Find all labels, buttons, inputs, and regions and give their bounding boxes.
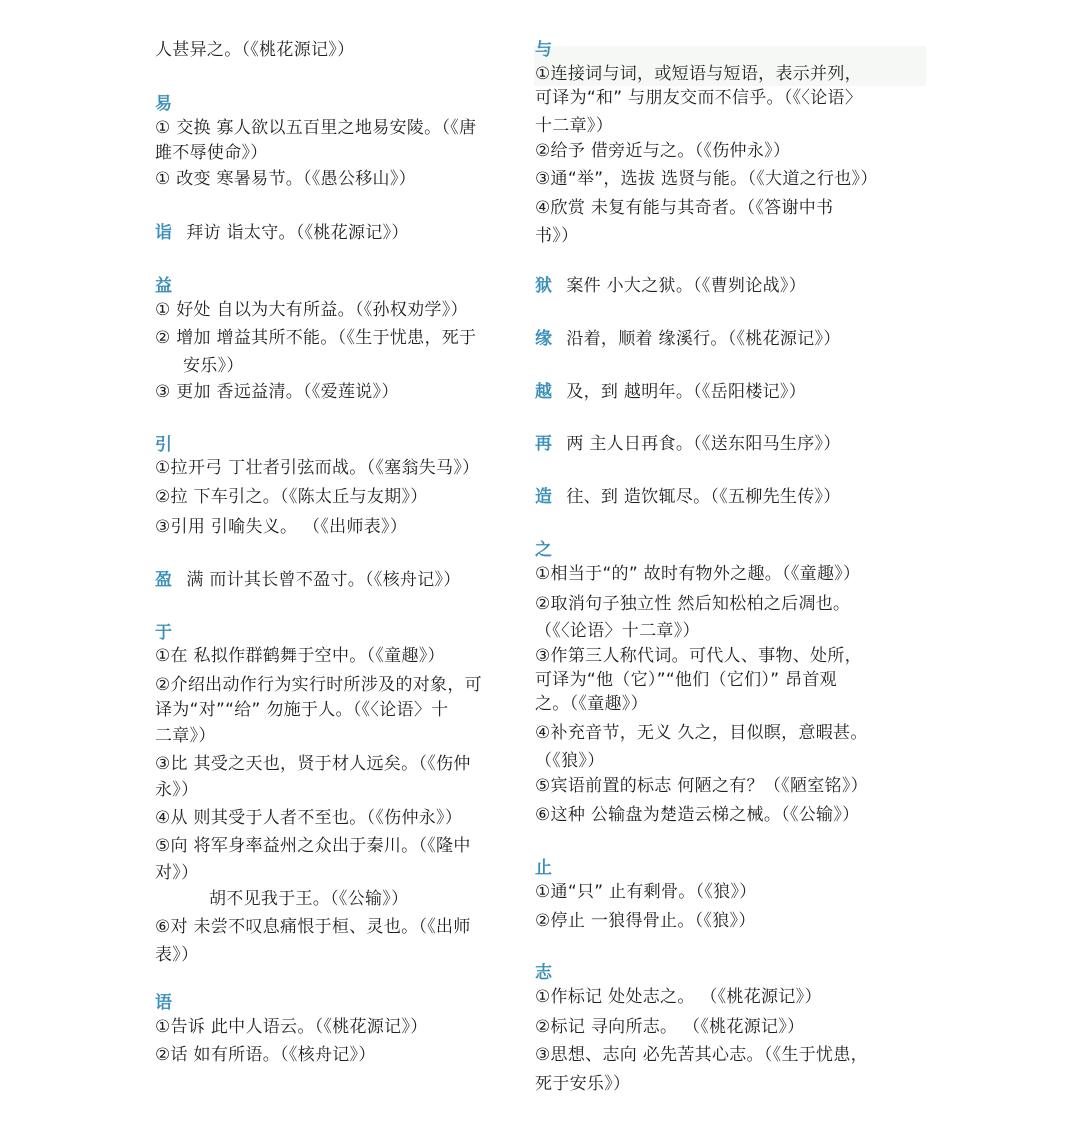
definition-line: ②取消句子独立性 然后知松柏之后凋也。: [535, 594, 851, 614]
definition-line: ④从 则其受于人者不至也。（《伤仲永》）: [155, 808, 463, 828]
definition-line: ①通“只” 止有剩骨。（《狼》）: [535, 882, 757, 902]
definition-line: 十二章》）: [535, 116, 613, 136]
definition-line: ②拉 下车引之。（《陈太丘与友期》）: [155, 487, 428, 507]
definition-line: [155, 568, 461, 592]
definition-line: ①在 私拟作群鹤舞于空中。（《童趣》）: [155, 646, 445, 666]
definition-line: ②介绍出动作行为实行时所涉及的对象，可: [155, 675, 482, 695]
definition-line: ③通“举”，选拔 选贤与能。（《大道之行也》）: [535, 169, 878, 189]
definition-line: [535, 274, 806, 298]
entry-headword: 语: [155, 993, 173, 1013]
definition-text: 往、到 造饮辄尽。（《五柳先生传》）: [566, 487, 841, 507]
definition-line: ③思想、志向 必先苦其心志。（《生于忧患，: [535, 1045, 868, 1065]
definition-line: ⑤向 将军身率益州之众出于秦川。（《隆中: [155, 836, 471, 856]
definition-line: ①相当于“的” 故时有物外之趣。（《童趣》）: [535, 564, 861, 584]
definition-line: ③作第三人称代词。可代人、事物、处所，: [535, 646, 862, 666]
definition-line: 之。（《童趣》）: [535, 694, 648, 714]
definition-line: 可译为“他（它）”“他们（它们）” 昂首观: [535, 670, 837, 690]
definition-line: 二章》）: [155, 726, 216, 746]
definition-line: （《狼》）: [535, 751, 605, 771]
definition-line: ②标记 寻向所志。 （《桃花源记》）: [535, 1017, 805, 1037]
definition-line: 对》）: [155, 863, 199, 883]
entry-headword: 越: [535, 382, 553, 402]
definition-line: 表》）: [155, 945, 199, 965]
definition-line: ① 改变 寒暑易节。（《愚公移山》）: [155, 169, 416, 189]
definition-line: 雎不辱使命》）: [155, 143, 268, 163]
entry-headword: 之: [535, 540, 553, 560]
definition-line: ④欣赏 未复有能与其奇者。（《答谢中书: [535, 198, 834, 218]
entry-headword: 止: [535, 858, 553, 878]
definition-line: ② 增加 增益其所不能。（《生于忧患，死于: [155, 328, 477, 348]
definition-line: （《〈论语〉十二章》）: [535, 621, 700, 641]
definition-line: ②停止 一狼得骨止。（《狼》）: [535, 911, 756, 931]
definition-line: ③比 其受之天也，贤于材人远矣。（《伤仲: [155, 754, 471, 774]
entry-headword: 引: [155, 435, 173, 455]
definition-line: ①拉开弓 丁壮者引弦而战。（《塞翁失马》）: [155, 458, 480, 478]
entry-headword: 再: [535, 434, 553, 454]
definition-line: ②话 如有所语。（《核舟记》）: [155, 1045, 376, 1065]
definition-line: 书》）: [535, 226, 579, 246]
definition-line: ①作标记 处处志之。 （《桃花源记》）: [535, 987, 822, 1007]
definition-line: 胡不见我于王。（《公输》）: [209, 889, 409, 909]
definition-line: 可译为“和” 与朋友交而不信乎。（《〈论语〉: [535, 88, 863, 108]
entry-headword: 志: [535, 963, 553, 983]
definition-line: ③引用 引喻失义。 （《出师表》）: [155, 517, 408, 537]
entry-headword: 造: [535, 487, 553, 507]
definition-line: ⑥这种 公输盘为楚造云梯之械。（《公输》）: [535, 805, 860, 825]
entry-headword: 与: [535, 40, 553, 60]
entry-headword: 诣: [155, 223, 173, 243]
entry-headword: 狱: [535, 276, 553, 296]
definition-text: 两 主人日再食。（《送东阳马生序》）: [566, 434, 841, 454]
entry-headword: 于: [155, 623, 173, 643]
entry-headword: 易: [155, 94, 173, 114]
definition-text: 沿着，顺着 缘溪行。（《桃花源记》）: [566, 329, 841, 349]
definition-line: [535, 380, 806, 404]
entry-headword: 益: [155, 276, 173, 296]
definition-line: 永》）: [155, 780, 199, 800]
definition-line: ③ 更加 香远益清。（《爱莲说》）: [155, 382, 399, 402]
definition-line: 译为“对”“给” 勿施于人。（《〈论语〉十: [155, 700, 449, 720]
definition-text: 及，到 越明年。（《岳阳楼记》）: [566, 382, 807, 402]
definition-line: 死于安乐》）: [535, 1074, 631, 1094]
definition-line: ④补充音节，无义 久之，目似瞑，意暇甚。: [535, 723, 868, 743]
definition-line: [535, 485, 841, 509]
definition-line: [155, 221, 409, 245]
definition-line: [535, 432, 841, 456]
definition-line: ②给予 借旁近与之。（《伤仲永》）: [535, 141, 791, 161]
entry-headword: 盈: [155, 570, 173, 590]
definition-text: 拜访 诣太守。（《桃花源记》）: [186, 223, 409, 243]
definition-line: [535, 327, 841, 351]
definition-line: 人甚异之。（《桃花源记》）: [155, 40, 355, 60]
definition-line: ①连接词与词，或短语与短语，表示并列，: [535, 64, 862, 84]
definition-text: 案件 小大之狱。（《曹刿论战》）: [566, 276, 807, 296]
definition-line: ⑤宾语前置的标志 何陋之有？（《陋室铭》）: [535, 776, 868, 796]
definition-text: 满 而计其长曾不盈寸。（《核舟记》）: [186, 570, 461, 590]
definition-line: ① 交换 寡人欲以五百里之地易安陵。（《唐: [155, 118, 477, 138]
definition-line: ①告诉 此中人语云。（《桃花源记》）: [155, 1017, 428, 1037]
definition-line: ⑥对 未尝不叹息痛恨于桓、灵也。（《出师: [155, 917, 471, 937]
definition-line: ① 好处 自以为大有所益。（《孙权劝学》）: [155, 300, 468, 320]
entry-headword: 缘: [535, 329, 553, 349]
definition-line: 安乐》）: [183, 356, 244, 376]
